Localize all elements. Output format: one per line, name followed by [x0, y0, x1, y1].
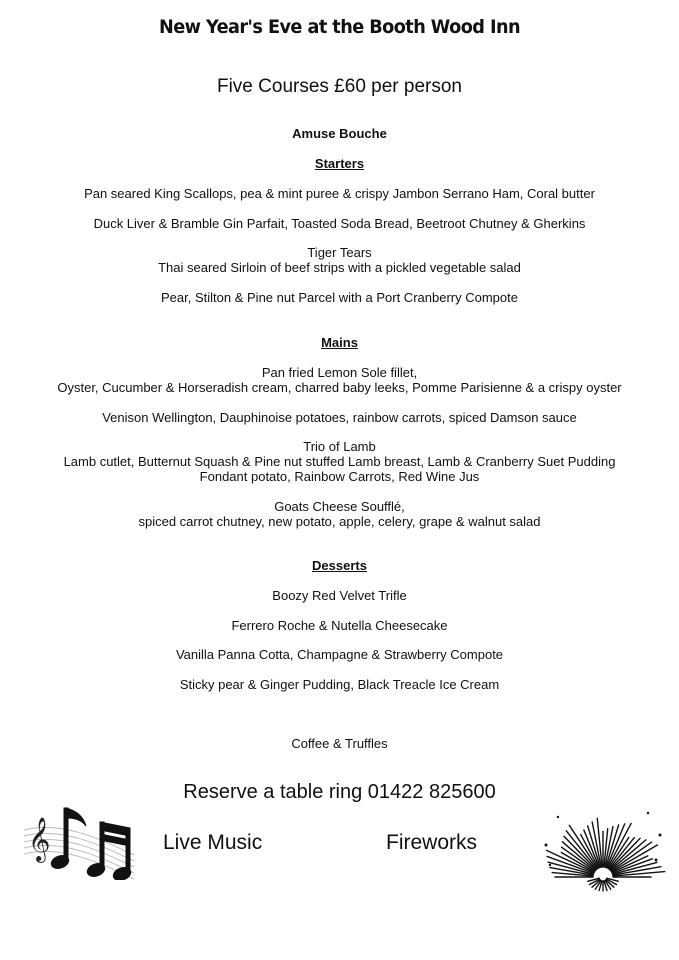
menu-subtitle: Five Courses £60 per person [216, 76, 462, 97]
music-notes-icon [22, 800, 137, 880]
svg-text:𝄞: 𝄞 [28, 817, 51, 861]
main-item: Venison Wellington, Dauphinoise potatoes, rainbow carrots, spiced Damson sauce [102, 410, 577, 425]
fireworks-icon [538, 805, 668, 897]
main-item-title: Trio of Lamb [303, 439, 376, 454]
starter-item-desc: Thai seared Sirloin of beef strips with a pickled vegetable salad [158, 260, 521, 275]
main-item-desc: Oyster, Cucumber & Horseradish cream, charred baby leeks, Pomme Parisienne & a crispy oyster [57, 380, 622, 395]
starter-item: Duck Liver & Bramble Gin Parfait, Toasted Soda Bread, Beetroot Chutney & Gherkins [93, 216, 586, 231]
dessert-item: Ferrero Roche & Nutella Cheesecake [231, 618, 448, 633]
menu-title: New Year's Eve at the Booth Wood Inn [158, 16, 521, 38]
main-item-desc: Lamb cutlet, Butternut Squash & Pine nut stuffed Lamb breast, Lamb & Cranberry Suet Pudding [63, 454, 616, 469]
starters-heading: Starters [314, 156, 365, 171]
starter-item-title: Tiger Tears [307, 245, 372, 260]
reserve-line: Reserve a table ring 01422 825600 [183, 781, 496, 803]
mains-heading: Mains [321, 335, 358, 350]
amuse-bouche-heading: Amuse Bouche [292, 126, 387, 141]
dessert-item: Sticky pear & Ginger Pudding, Black Treacle Ice Cream [179, 677, 500, 692]
main-item-title: Pan fried Lemon Sole fillet, [261, 365, 418, 380]
starter-item: Pan seared King Scallops, pea & mint puree & crispy Jambon Serrano Ham, Coral butter [84, 186, 595, 201]
main-item-desc: spiced carrot chutney, new potato, apple, celery, grape & walnut salad [138, 514, 541, 529]
main-item-title: Goats Cheese Soufflé, [274, 499, 405, 514]
starter-item: Pear, Stilton & Pine nut Parcel with a Port Cranberry Compote [161, 290, 518, 305]
desserts-heading: Desserts [312, 558, 367, 573]
coffee-truffles: Coffee & Truffles [291, 736, 388, 751]
fireworks-label: Fireworks [386, 831, 478, 854]
live-music-label: Live Music [163, 831, 263, 854]
dessert-item: Vanilla Panna Cotta, Champagne & Strawberry Compote [175, 647, 504, 662]
main-item-desc: Fondant potato, Rainbow Carrots, Red Wine Jus [199, 469, 480, 484]
dessert-item: Boozy Red Velvet Trifle [272, 588, 407, 603]
